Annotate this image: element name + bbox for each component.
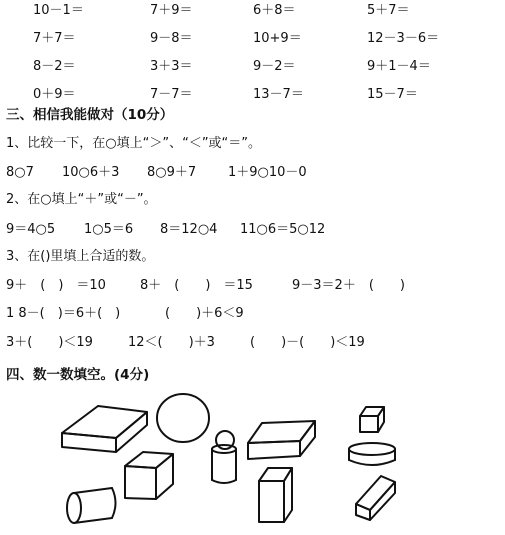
- q1-item: 8○7: [6, 165, 34, 180]
- problem: 8－2＝: [33, 59, 76, 74]
- q2-item: 1○5＝6: [84, 222, 134, 237]
- problem: 10+9＝: [253, 31, 302, 46]
- q3-item: ( )－( )＜19: [250, 335, 365, 350]
- problem: 7＋9＝: [150, 3, 193, 18]
- problem: 15－7＝: [367, 87, 418, 102]
- tall-box-shape: [259, 468, 292, 522]
- flat-box-shape-2: [248, 421, 315, 459]
- q1-item: 1＋9○10－0: [228, 165, 307, 180]
- q1-prompt: 1、比较一下，在○填上“＞”、“＜”或“＝”。: [6, 136, 262, 151]
- problem: 9－2＝: [253, 59, 296, 74]
- flat-box-shape: [62, 406, 147, 452]
- q2-prompt: 2、在○填上“＋”或“－”。: [6, 192, 157, 207]
- q2-item: 11○6＝5○12: [240, 222, 326, 237]
- section3-heading: 三、相信我能做对（10分）: [6, 107, 174, 123]
- q3-item: 9＋ ( ) ＝10: [6, 278, 106, 293]
- q1-item: 10○6＋3: [62, 165, 120, 180]
- q3-prompt: 3、在()里填上合适的数。: [6, 249, 155, 264]
- q3-item: 9－3＝2＋ ( ): [292, 278, 405, 293]
- problem: 6＋8＝: [253, 3, 296, 18]
- small-cube-shape: [360, 407, 384, 432]
- problem: 7＋7＝: [33, 31, 76, 46]
- q3-item: ( )＋6＜9: [165, 306, 244, 321]
- rectangular-prism-shape: [356, 476, 395, 520]
- problem: 10－1＝: [33, 3, 84, 18]
- circle-shape: [157, 394, 209, 442]
- problem: 9＋1－4＝: [367, 59, 431, 74]
- q2-item: 8＝12○4: [160, 222, 218, 237]
- cube-shape: [125, 452, 173, 499]
- problem: 7－7＝: [150, 87, 193, 102]
- q3-item: 8＋ ( ) ＝15: [140, 278, 253, 293]
- q1-item: 8○9＋7: [147, 165, 197, 180]
- problem: 9－8＝: [150, 31, 193, 46]
- flat-cylinder-shape: [349, 443, 395, 465]
- problem: 13－7＝: [253, 87, 304, 102]
- problem: 0＋9＝: [33, 87, 76, 102]
- cylinder-with-ball-shape: [212, 431, 236, 483]
- section4-heading: 四、数一数填空。(4分): [6, 367, 150, 383]
- problem: 3＋3＝: [150, 59, 193, 74]
- problem: 5＋7＝: [367, 3, 410, 18]
- problem: 12－3－6＝: [367, 31, 440, 46]
- q2-item: 9＝4○5: [6, 222, 56, 237]
- q3-item: 3＋( )＜19: [6, 335, 93, 350]
- lying-cylinder-shape: [67, 488, 116, 523]
- q3-item: 12＜( )＋3: [128, 335, 215, 350]
- q3-item: 1 8－( )＝6＋( ): [6, 306, 121, 321]
